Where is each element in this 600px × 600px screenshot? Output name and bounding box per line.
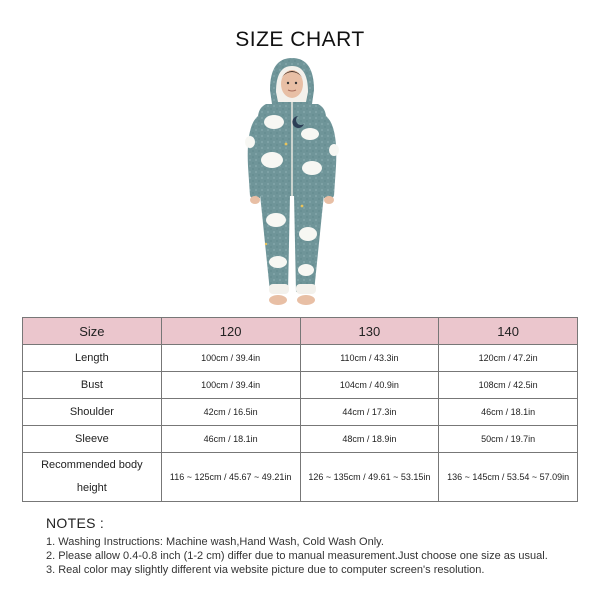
row-label: Sleeve [23, 426, 162, 453]
table-cell: 126 ~ 135cm / 49.61 ~ 53.15in [300, 453, 439, 502]
table-cell: 120cm / 47.2in [439, 345, 578, 372]
header-120: 120 [161, 318, 300, 345]
table-cell: 136 ~ 145cm / 53.54 ~ 57.09in [439, 453, 578, 502]
table-cell: 108cm / 42.5in [439, 372, 578, 399]
row-label: Length [23, 345, 162, 372]
table-cell: 48cm / 18.9in [300, 426, 439, 453]
table-cell: 104cm / 40.9in [300, 372, 439, 399]
table-cell: 46cm / 18.1in [439, 399, 578, 426]
product-photo [236, 56, 348, 314]
table-cell: 116 ~ 125cm / 45.67 ~ 49.21in [161, 453, 300, 502]
row-label-line1: Recommended body [41, 459, 143, 471]
row-label-line2: height [76, 482, 107, 494]
row-label: Bust [23, 372, 162, 399]
table-row [23, 399, 578, 426]
note-item: 1. Washing Instructions: Machine wash,Hand Wash, Cold Wash Only. [46, 536, 384, 548]
row-label [23, 453, 162, 502]
table-row [23, 453, 578, 502]
row-label: Shoulder [23, 399, 162, 426]
table-row [23, 345, 578, 372]
notes-title: NOTES : [46, 515, 105, 531]
table-cell: 110cm / 43.3in [300, 345, 439, 372]
header-130: 130 [300, 318, 439, 345]
table-cell: 42cm / 16.5in [161, 399, 300, 426]
table-cell: 46cm / 18.1in [161, 426, 300, 453]
table-header-row [23, 318, 578, 345]
table-cell: 44cm / 17.3in [300, 399, 439, 426]
note-item: 3. Real color may slightly different via website picture due to computer screen's resolution. [46, 564, 485, 576]
header-size: Size [23, 318, 162, 345]
header-140: 140 [439, 318, 578, 345]
table-cell: 100cm / 39.4in [161, 345, 300, 372]
table-cell: 100cm / 39.4in [161, 372, 300, 399]
page-title: SIZE CHART [235, 28, 365, 51]
table-cell: 50cm / 19.7in [439, 426, 578, 453]
size-chart-table [22, 317, 578, 502]
notes-section [46, 515, 586, 577]
table-row [23, 372, 578, 399]
table-row [23, 426, 578, 453]
note-item: 2. Please allow 0.4-0.8 inch (1-2 cm) differ due to manual measurement.Just choose one size as usual. [46, 550, 548, 562]
